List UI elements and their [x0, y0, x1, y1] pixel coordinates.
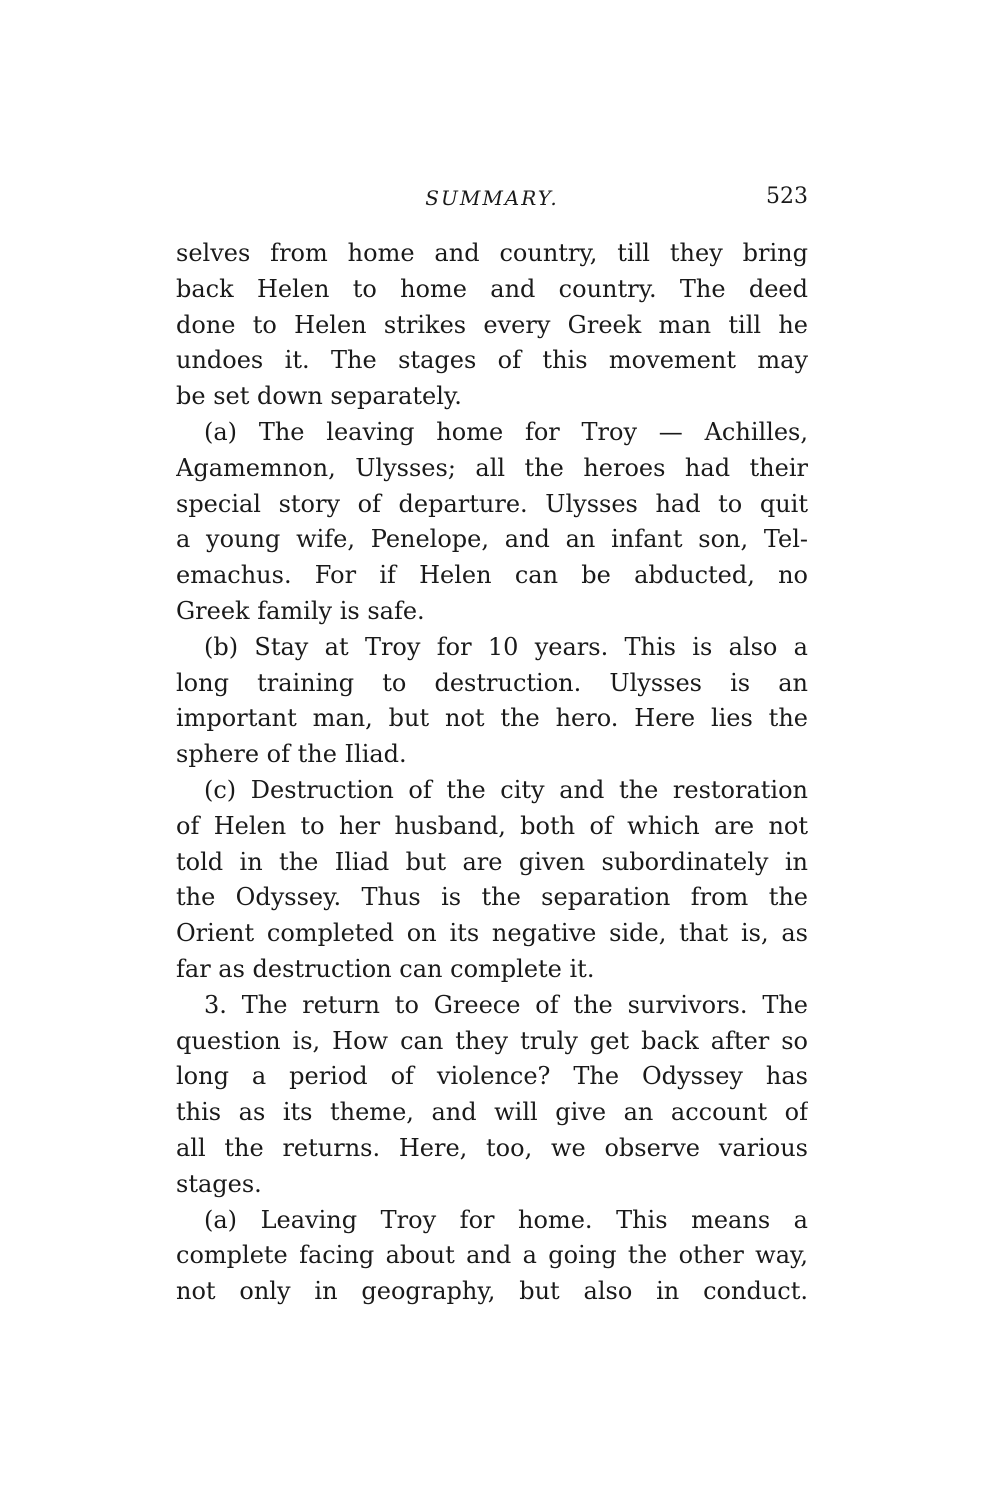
text-line: Greek family is safe.: [176, 596, 425, 625]
text-line: (a) Leaving Troy for home. This means a: [204, 1205, 808, 1234]
running-head: SUMMARY.: [425, 186, 559, 210]
text-line: long a period of violence? The Odyssey has: [176, 1062, 808, 1091]
text-line: (b) Stay at Troy for 10 years. This is also a: [204, 632, 808, 661]
text-line: be set down separately.: [176, 382, 462, 411]
text-line: a young wife, Penelope, and an infant son, Tel-: [176, 525, 808, 554]
text-line: Orient completed on its negative side, that is, as: [176, 919, 808, 948]
text-line: question is, How can they truly get back after so: [176, 1026, 808, 1055]
text-line: stages.: [176, 1169, 262, 1198]
text-line: important man, but not the hero. Here lies the: [176, 704, 808, 733]
text-line: (c) Destruction of the city and the restoration: [204, 775, 808, 804]
text-line: this as its theme, and will give an account of: [176, 1098, 808, 1127]
text-line: all the returns. Here, too, we observe various: [176, 1133, 808, 1162]
text-line: 3. The return to Greece of the survivors. The: [204, 990, 808, 1019]
text-line: far as destruction can complete it.: [176, 954, 595, 983]
body-text: [176, 236, 808, 1310]
text-line: long training to destruction. Ulysses is an: [176, 668, 808, 697]
text-line: done to Helen strikes every Greek man till he: [176, 310, 808, 339]
text-line: the Odyssey. Thus is the separation from the: [176, 883, 808, 912]
text-line: sphere of the Iliad.: [176, 740, 407, 769]
page-number: 523: [766, 184, 808, 209]
text-line: (a) The leaving home for Troy — Achilles,: [204, 417, 808, 446]
text-line: back Helen to home and country. The deed: [176, 274, 808, 303]
text-line: not only in geography, but also in conduct.: [176, 1277, 808, 1306]
text-line: Agamemnon, Ulysses; all the heroes had their: [176, 453, 808, 482]
text-line: special story of departure. Ulysses had to quit: [176, 489, 808, 518]
text-line: told in the Iliad but are given subordinately in: [176, 847, 808, 876]
page-header: [176, 176, 808, 216]
text-line: undoes it. The stages of this movement may: [176, 346, 808, 375]
text-line: complete facing about and a going the other way,: [176, 1241, 808, 1270]
text-line: of Helen to her husband, both of which are not: [176, 811, 808, 840]
text-line: emachus. For if Helen can be abducted, no: [176, 561, 808, 590]
text-line: selves from home and country, till they bring: [176, 239, 808, 267]
